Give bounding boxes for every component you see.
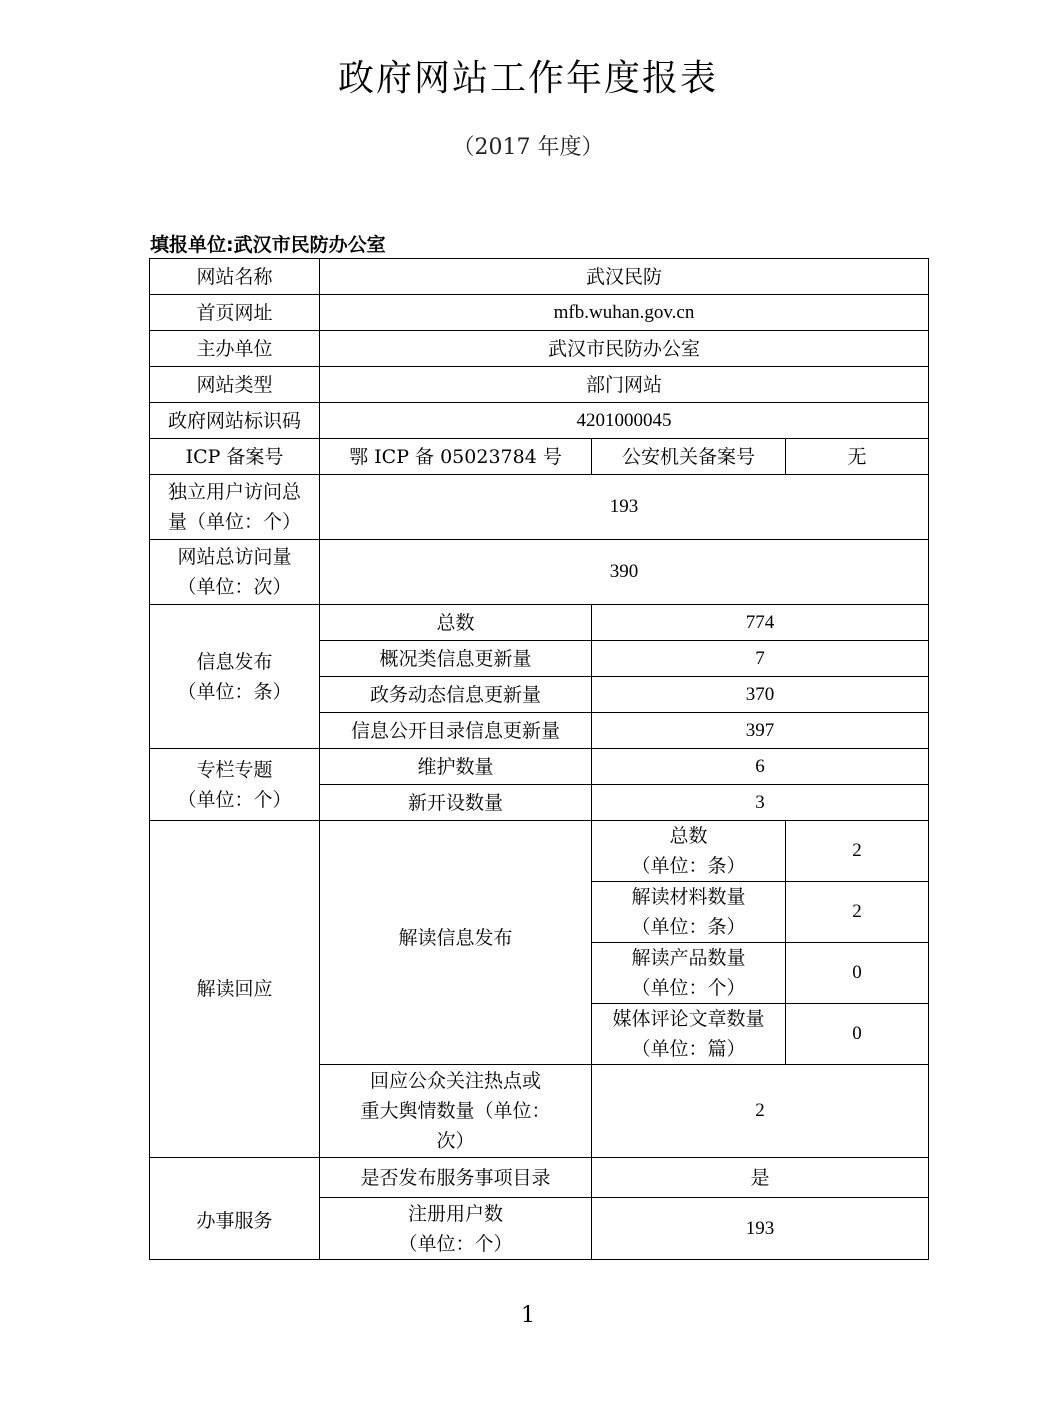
- interpret-total-label: [592, 821, 786, 882]
- table-row: [150, 749, 929, 785]
- interpret-publish-label: 解读信息发布: [320, 821, 592, 1065]
- column-label-line: 专栏专题: [196, 758, 273, 781]
- info-catalog-label: 信息公开目录信息更新量: [320, 713, 592, 749]
- service-catalog-label: 是否发布服务事项目录: [320, 1158, 592, 1198]
- icp-label: ICP 备案号: [150, 439, 320, 475]
- info-dynamics-value: 370: [592, 677, 929, 713]
- interpret-product-label-line: 解读产品数量: [631, 947, 746, 969]
- uv-label-line: 独立用户访问总: [167, 481, 301, 503]
- homepage-value: mfb.wuhan.gov.cn: [320, 295, 929, 331]
- interpret-response-label: [320, 1065, 592, 1158]
- police-label: 公安机关备案号: [592, 439, 786, 475]
- interpret-material-label-line: （单位：条）: [631, 916, 746, 938]
- report-year: （2017 年度）: [452, 135, 604, 160]
- service-users-label: [320, 1198, 592, 1260]
- interpret-media-label-line: 媒体评论文章数量: [612, 1008, 765, 1030]
- service-users-label-line: （单位：个）: [398, 1232, 513, 1255]
- table-row: [150, 821, 929, 882]
- uv-label: [150, 475, 320, 540]
- table-row: [150, 439, 929, 475]
- info-publish-label-line: 信息发布: [196, 650, 273, 673]
- column-label-line: （单位：个）: [177, 788, 292, 811]
- icp-value: 鄂 ICP 备 05023784 号: [320, 439, 592, 475]
- interpret-media-value: 0: [786, 1004, 929, 1065]
- interpret-response-label-line: 重大舆情数量（单位：: [360, 1100, 551, 1122]
- service-users-label-line: 注册用户数: [407, 1202, 503, 1225]
- interpret-response-value: 2: [592, 1065, 929, 1158]
- info-catalog-value: 397: [592, 713, 929, 749]
- service-users-value: 193: [592, 1198, 929, 1260]
- interpret-product-value: 0: [786, 943, 929, 1004]
- interpret-media-label: [592, 1004, 786, 1065]
- interpret-total-value: 2: [786, 821, 929, 882]
- homepage-label: 首页网址: [150, 295, 320, 331]
- info-total-label: 总数: [320, 605, 592, 641]
- page-number: 1: [521, 1303, 535, 1328]
- column-new-value: 3: [592, 785, 929, 821]
- interpret-product-label: [592, 943, 786, 1004]
- interpret-material-label-line: 解读材料数量: [631, 886, 746, 908]
- pv-label-line: 网站总访问量: [177, 546, 292, 568]
- site-name-value: 武汉民防: [320, 259, 929, 295]
- interpret-response-label-line: 回应公众关注热点或: [369, 1070, 541, 1092]
- column-new-label: 新开设数量: [320, 785, 592, 821]
- pv-label-line: （单位：次）: [177, 576, 292, 598]
- sponsor-value: 武汉市民防办公室: [320, 331, 929, 367]
- police-value: 无: [786, 439, 929, 475]
- info-overview-label: 概况类信息更新量: [320, 641, 592, 677]
- interpret-response-label-line: 次）: [436, 1130, 475, 1152]
- info-overview-value: 7: [592, 641, 929, 677]
- site-name-label: 网站名称: [150, 259, 320, 295]
- column-maintain-value: 6: [592, 749, 929, 785]
- interpret-material-label: [592, 882, 786, 943]
- table-row: [150, 367, 929, 403]
- interpret-total-label-line: （单位：条）: [631, 855, 746, 877]
- site-type-value: 部门网站: [320, 367, 929, 403]
- column-label: [150, 749, 320, 821]
- service-label: 办事服务: [150, 1158, 320, 1260]
- column-maintain-label: 维护数量: [320, 749, 592, 785]
- report-table: [149, 258, 929, 1260]
- info-publish-label-line: （单位：条）: [177, 680, 292, 703]
- site-type-label: 网站类型: [150, 367, 320, 403]
- interpret-media-label-line: （单位：篇）: [631, 1038, 746, 1060]
- uv-label-line: 量（单位：个）: [167, 511, 301, 533]
- sponsor-label: 主办单位: [150, 331, 320, 367]
- table-row: [150, 259, 929, 295]
- info-publish-label: [150, 605, 320, 749]
- table-row: [150, 331, 929, 367]
- table-row: [150, 605, 929, 641]
- table-row: [150, 540, 929, 605]
- table-row: [150, 295, 929, 331]
- interpret-label: 解读回应: [150, 821, 320, 1158]
- service-catalog-value: 是: [592, 1158, 929, 1198]
- table-row: [150, 475, 929, 540]
- pv-label: [150, 540, 320, 605]
- interpret-product-label-line: （单位：个）: [631, 977, 746, 999]
- page-title: 政府网站工作年度报表: [337, 58, 718, 99]
- interpret-material-value: 2: [786, 882, 929, 943]
- site-code-label: 政府网站标识码: [150, 403, 320, 439]
- interpret-total-label-line: 总数: [669, 825, 708, 847]
- info-total-value: 774: [592, 605, 929, 641]
- uv-value: 193: [320, 475, 929, 540]
- info-dynamics-label: 政务动态信息更新量: [320, 677, 592, 713]
- site-code-value: 4201000045: [320, 403, 929, 439]
- table-row: [150, 1158, 929, 1198]
- table-row: [150, 403, 929, 439]
- pv-value: 390: [320, 540, 929, 605]
- filing-unit: 填报单位:武汉市民防办公室: [150, 234, 386, 256]
